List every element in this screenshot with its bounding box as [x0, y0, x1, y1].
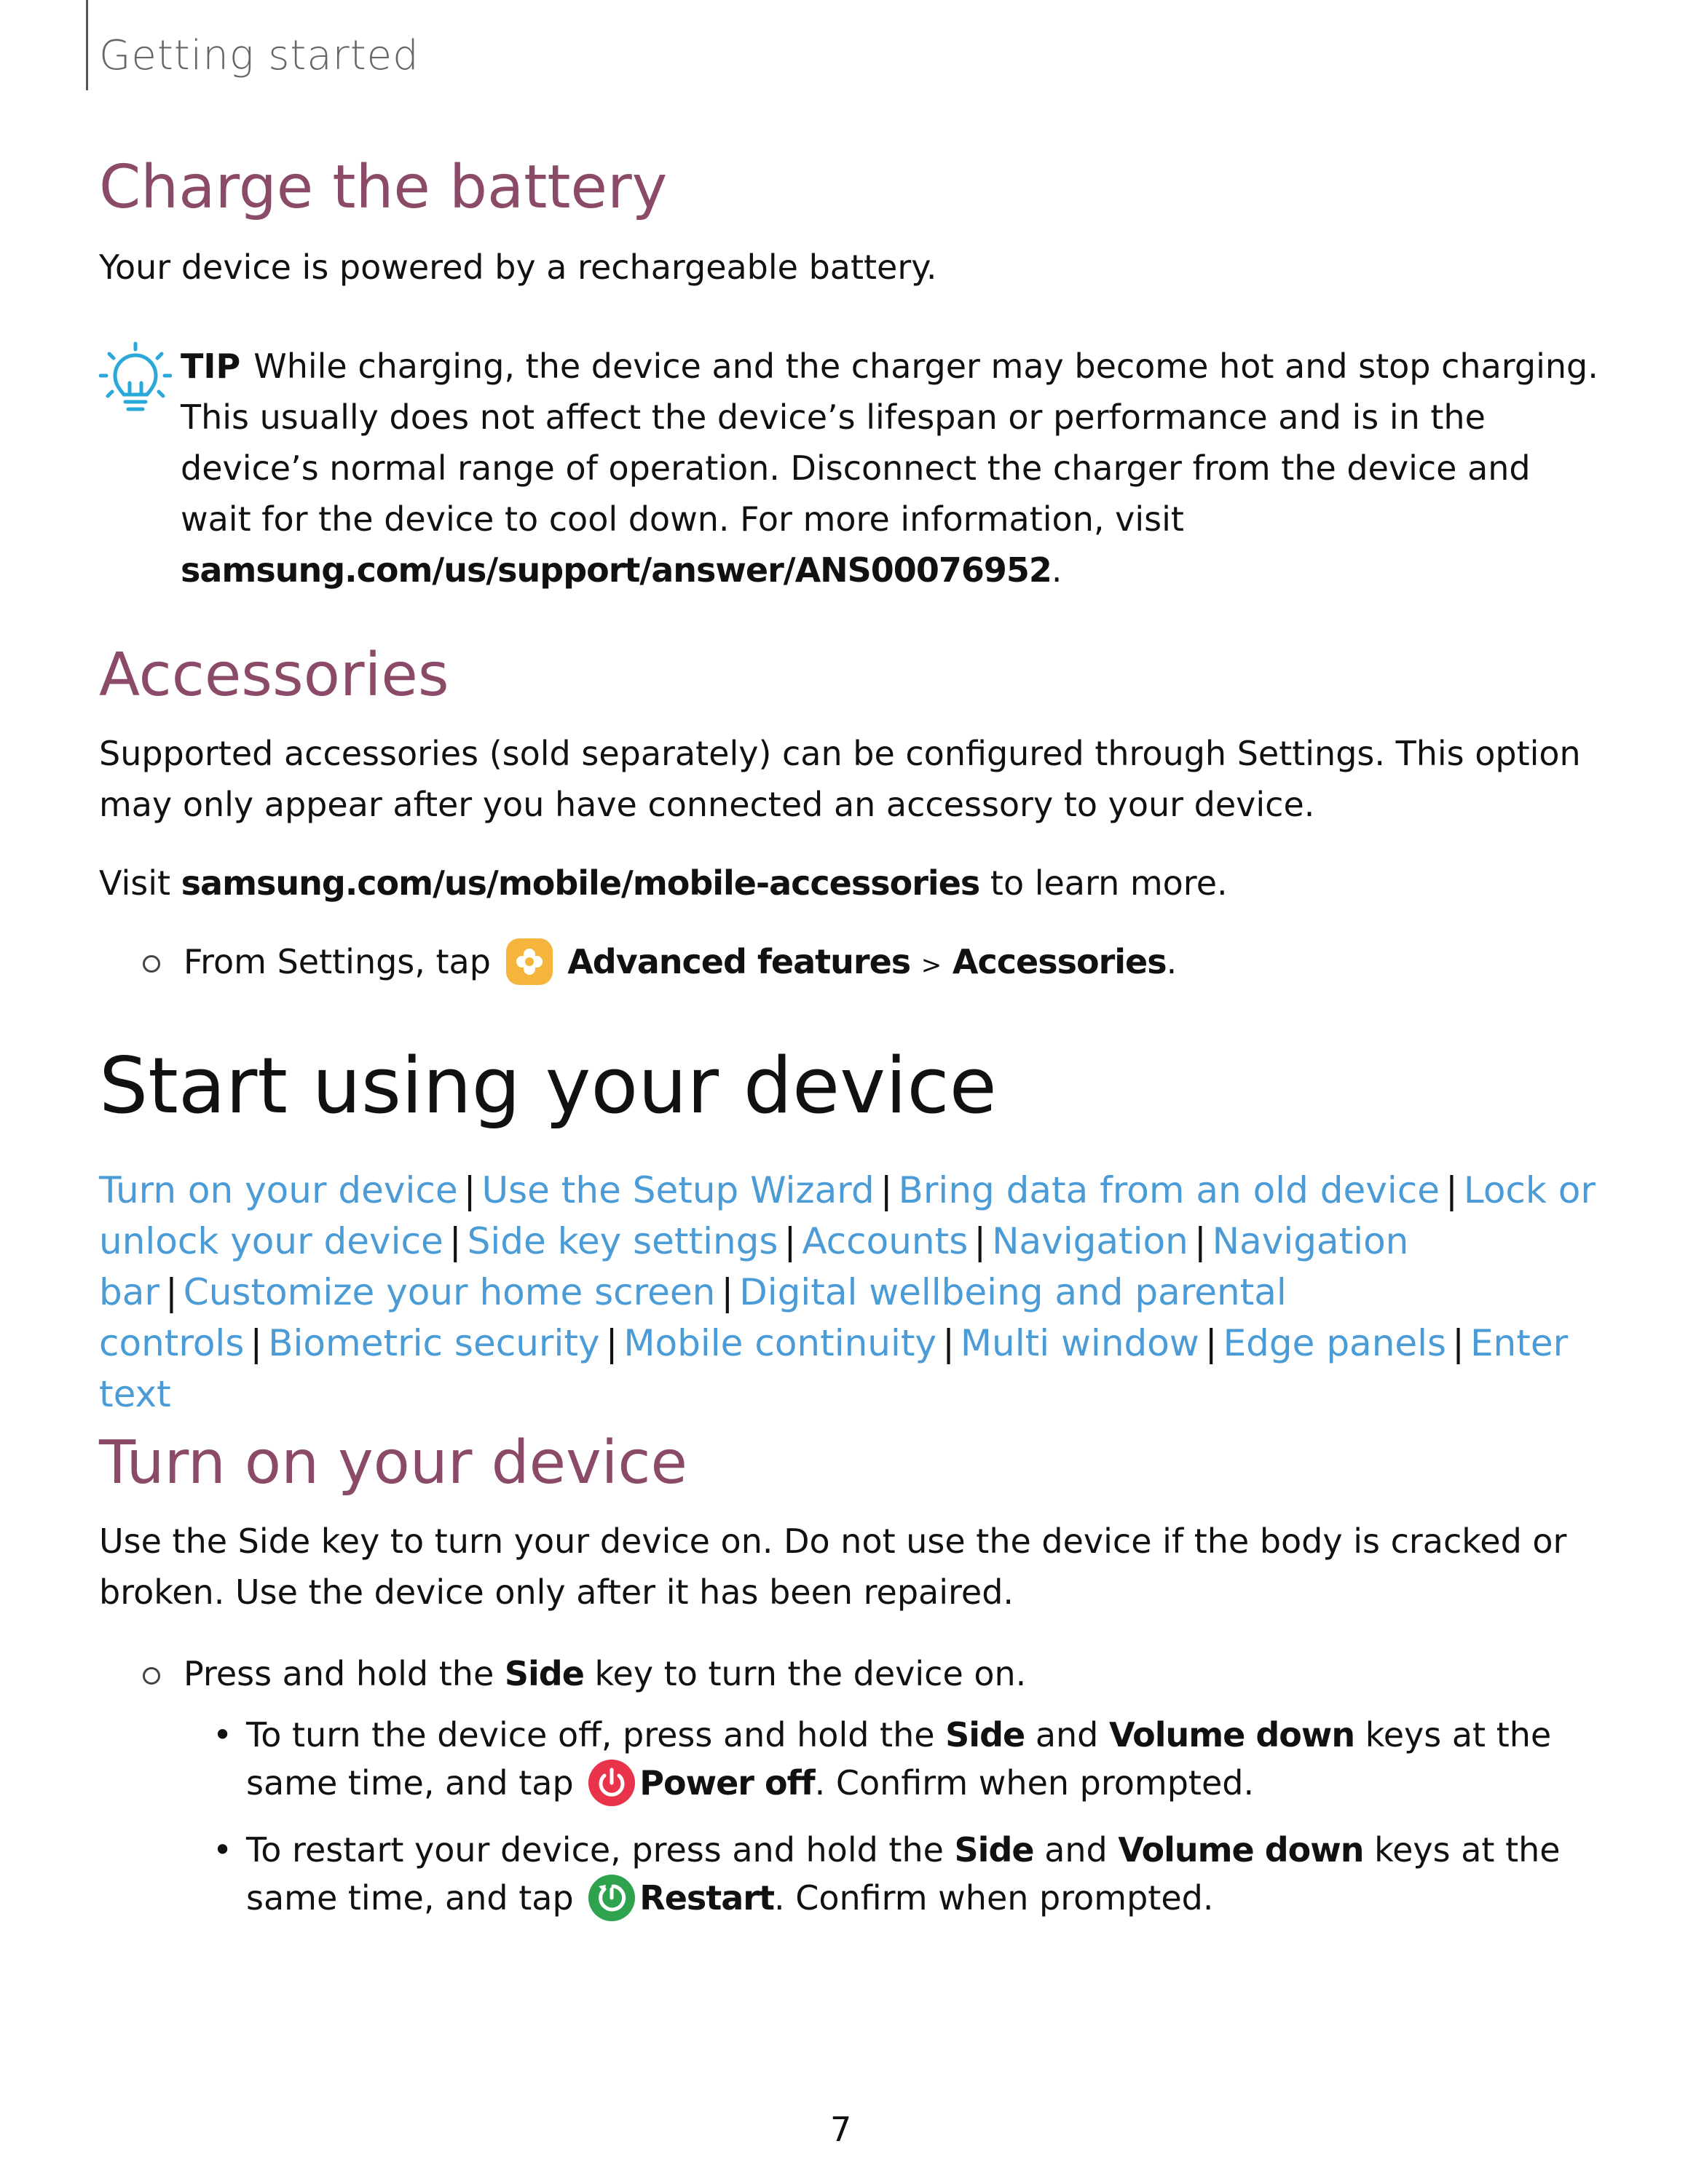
step-end: .	[1166, 942, 1178, 981]
header-label: Getting started	[99, 32, 419, 79]
toc-separator: |	[880, 1169, 893, 1211]
volume-down-key-label: Volume down	[1109, 1715, 1355, 1754]
toc-separator: |	[1204, 1322, 1218, 1364]
volume-down-key-label: Volume down	[1118, 1830, 1364, 1870]
charge-intro: Your device is powered by a rechargeable battery.	[99, 248, 937, 287]
bullet-text-part: keys at the same time, and tap	[246, 1715, 1552, 1803]
bullet-power-off-text	[246, 1711, 1601, 1809]
section-toc	[99, 1165, 1614, 1420]
step-separator: >	[920, 951, 942, 980]
power-off-icon	[588, 1760, 635, 1806]
bullet-text-part: and	[1044, 1830, 1108, 1870]
toc-link-navigation-bar[interactable]: Navigation bar	[99, 1220, 1409, 1313]
bullet-text-part: . Confirm when prompted.	[814, 1763, 1255, 1803]
toc-link-biometric[interactable]: Biometric security	[268, 1322, 600, 1364]
toc-link-side-key[interactable]: Side key settings	[467, 1220, 778, 1262]
header-rule	[86, 0, 88, 90]
toc-link-setup-wizard[interactable]: Use the Setup Wizard	[481, 1169, 875, 1211]
toc-link-bring-data[interactable]: Bring data from an old device	[898, 1169, 1440, 1211]
toc-separator: |	[605, 1322, 618, 1364]
accessories-visit	[99, 858, 1599, 909]
tip-label: TIP	[181, 347, 241, 386]
bullet-text-part: To restart your device, press and hold the	[246, 1830, 944, 1870]
advanced-features-label[interactable]: Advanced features	[567, 942, 911, 981]
heading-start-using: Start using your device	[99, 1041, 997, 1131]
side-key-label: Side	[504, 1654, 584, 1693]
side-key-label: Side	[945, 1715, 1025, 1754]
tip-end: .	[1051, 550, 1062, 590]
turn-on-step-prefix: Press and hold the	[184, 1654, 494, 1693]
toc-link-edge-panels[interactable]: Edge panels	[1223, 1322, 1447, 1364]
power-off-label[interactable]: Power off	[639, 1763, 815, 1803]
toc-separator: |	[784, 1220, 797, 1262]
toc-link-mobile-continuity[interactable]: Mobile continuity	[623, 1322, 937, 1364]
toc-separator: |	[250, 1322, 263, 1364]
visit-suffix: to learn more.	[990, 863, 1228, 903]
advanced-features-icon	[506, 938, 553, 985]
toc-link-lock-unlock[interactable]: Lock or unlock your device	[99, 1169, 1596, 1262]
toc-separator: |	[463, 1169, 476, 1211]
toc-separator: |	[1194, 1220, 1207, 1262]
support-link[interactable]: samsung.com/us/support/answer/ANS00076952	[181, 550, 1052, 590]
step-prefix: From Settings, tap	[184, 942, 491, 981]
heading-accessories: Accessories	[99, 641, 449, 710]
heading-charge-battery: Charge the battery	[99, 153, 668, 222]
toc-separator: |	[721, 1271, 734, 1313]
side-key-label: Side	[954, 1830, 1034, 1870]
turn-on-body: Use the Side key to turn your device on. Do not use the device if the body is cracked or broken. Use the device only after it has been repaired.	[99, 1522, 1567, 1612]
bullet-marker: •	[213, 1830, 233, 1870]
toc-link-enter-text[interactable]: Enter text	[99, 1322, 1569, 1415]
toc-link-turn-on[interactable]: Turn on your device	[99, 1169, 458, 1211]
bullet-marker: •	[213, 1715, 233, 1754]
toc-separator: |	[449, 1220, 462, 1262]
restart-label[interactable]: Restart	[639, 1878, 774, 1918]
tip-text-block	[181, 341, 1601, 596]
step-ring-icon	[143, 955, 160, 973]
bullet-text-part: To turn the device off, press and hold the	[246, 1715, 935, 1754]
toc-link-digital-wellbeing[interactable]: Digital wellbeing and parental controls	[99, 1271, 1287, 1364]
toc-link-navigation[interactable]: Navigation	[992, 1220, 1188, 1262]
toc-link-home-screen[interactable]: Customize your home screen	[183, 1271, 716, 1313]
bullet-text-part: and	[1035, 1715, 1099, 1754]
toc-separator: |	[1452, 1322, 1464, 1364]
toc-separator: |	[165, 1271, 178, 1313]
step-ring-icon	[143, 1667, 160, 1685]
page-number: 7	[830, 2110, 852, 2149]
toc-separator: |	[974, 1220, 987, 1262]
toc-separator: |	[942, 1322, 955, 1364]
toc-separator: |	[1446, 1169, 1458, 1211]
visit-prefix: Visit	[99, 863, 171, 903]
accessories-body: Supported accessories (sold separately) can be configured through Settings. This option may only appear after you have connected an accessory to your device.	[99, 734, 1581, 824]
accessories-step-text	[184, 936, 1177, 991]
bullet-text-part: keys at the same time, and tap	[246, 1830, 1561, 1918]
lightbulb-icon	[99, 341, 172, 421]
turn-on-step-suffix: key to turn the device on.	[594, 1654, 1027, 1693]
toc-link-multi-window[interactable]: Multi window	[960, 1322, 1199, 1364]
accessories-link[interactable]: samsung.com/us/mobile/mobile-accessories	[181, 863, 980, 903]
restart-icon	[588, 1875, 635, 1921]
turn-on-step-text	[184, 1648, 1026, 1699]
heading-turn-on: Turn on your device	[99, 1428, 687, 1497]
bullet-restart-text	[246, 1826, 1601, 1924]
accessories-menu-label[interactable]: Accessories	[952, 942, 1167, 981]
tip-text: While charging, the device and the charger may become hot and stop charging. This usually does not affect the device’s lifespan or performance and is in the device’s normal range of operation. Disconnect the charger from the device and wait for the device to cool down. For more information, visit	[181, 347, 1598, 539]
bullet-text-part: . Confirm when prompted.	[774, 1878, 1214, 1918]
toc-link-accounts[interactable]: Accounts	[802, 1220, 969, 1262]
